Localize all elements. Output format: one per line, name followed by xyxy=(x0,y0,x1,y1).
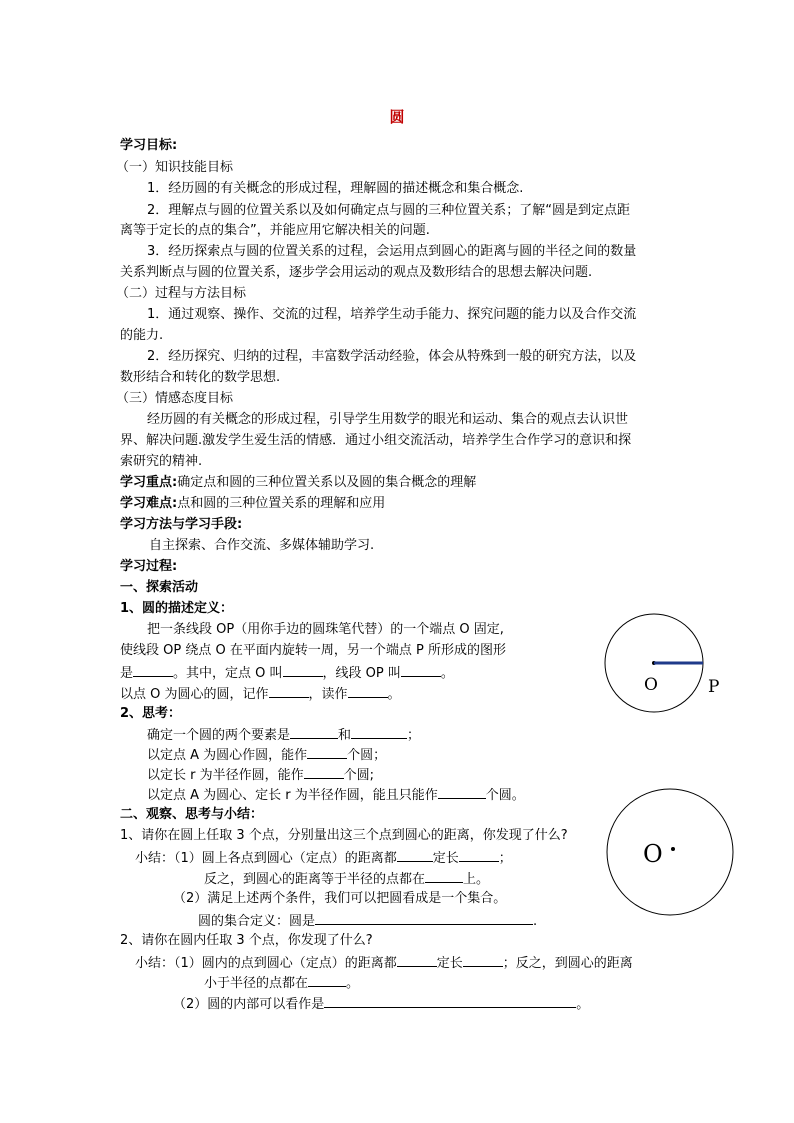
item-one-heading: 1、圆的描述定义： xyxy=(120,601,234,616)
methods-text: 自主探索、合作交流、多媒体辅助学习. xyxy=(149,538,375,553)
goal-paragraph: 2．理解点与圆的位置关系以及如何确定点与圆的三种位置关系；了解“圆是到定点距 xyxy=(147,203,631,218)
answer-blank[interactable] xyxy=(425,868,463,883)
question-two: 2、请你在圆内任取 3 个点，你发现了什么? xyxy=(120,933,373,948)
circle-figure-center xyxy=(606,787,734,919)
answer-blank[interactable] xyxy=(324,993,576,1008)
difficulty-label: 学习难点: xyxy=(120,496,178,511)
part-two-heading: 二、观察、思考与小结： xyxy=(120,807,264,822)
goal-paragraph: 经历圆的有关概念的形成过程，引导学生用数学的眼光和运动、集合的观点去认识世 xyxy=(147,412,629,427)
answer-blank[interactable] xyxy=(283,662,323,677)
answer-blank[interactable] xyxy=(463,952,503,967)
summary-line: （2）满足上述两个条件，我们可以把圆看成是一个集合。 xyxy=(173,891,507,906)
answer-blank[interactable] xyxy=(459,847,499,862)
circle-outline xyxy=(607,789,733,915)
answer-blank[interactable] xyxy=(397,847,433,862)
goal-paragraph: 1．通过观察、操作、交流的过程，培养学生动手能力、探究问题的能力以及合作交流 xyxy=(147,307,637,322)
endpoint-label: P xyxy=(708,677,720,697)
difficulty-line xyxy=(120,494,385,514)
answer-blank[interactable] xyxy=(304,764,344,779)
definition-line: 把一条线段 OP（用你手边的圆珠笔代替）的一个端点 O 固定, xyxy=(147,622,504,637)
center-label: O xyxy=(644,675,658,695)
answer-blank[interactable] xyxy=(307,744,347,759)
section-knowledge: （一）知识技能目标 xyxy=(116,160,234,175)
process-heading: 学习过程: xyxy=(120,559,178,574)
definition-fill-line: 是 。其中，定点 O 叫 ，线段 OP 叫 。 xyxy=(120,662,454,684)
goals-heading: 学习目标: xyxy=(120,138,178,153)
answer-blank[interactable] xyxy=(290,724,338,739)
summary-line: 小结：（1）圆内的点到圆心（定点）的距离都 定长 ；反之，到圆心的距离 xyxy=(135,952,633,974)
definition-line: 使线段 OP 绕点 O 在平面内旋转一周，另一个端点 P 所形成的图形 xyxy=(120,643,506,658)
center-label: O xyxy=(643,840,663,868)
section-attitude: （三）情感态度目标 xyxy=(116,391,234,406)
goal-paragraph: 界、解决问题.激发学生爱生活的情感．通过小组交流活动，培养学生合作学习的意识和探 xyxy=(120,433,632,448)
focus-label: 学习重点: xyxy=(120,475,178,490)
think-line: 以定点 A 为圆心作圆，能作 个圆； xyxy=(147,744,386,766)
question-one: 1、请你在圆上任取 3 个点，分别量出这三个点到圆心的距离，你发现了什么? xyxy=(120,828,568,843)
goal-paragraph: 1．经历圆的有关概念的形成过程，理解圆的描述概念和集合概念. xyxy=(147,181,524,196)
circle-figure-radius xyxy=(600,612,730,718)
definition-fill-line: 以点 O 为圆心的圆，记作 ，读作 。 xyxy=(120,683,401,705)
answer-blank[interactable] xyxy=(133,662,173,677)
summary-line: 小结：（1）圆上各点到圆心（定点）的距离都 定长 ； xyxy=(135,847,512,869)
think-line: 以定长 r 为半径作圆，能作 个圆; xyxy=(147,764,374,786)
think-line: 确定一个圆的两个要素是 和 ； xyxy=(147,724,420,746)
part-one-heading: 一、探索活动 xyxy=(120,580,199,595)
summary-line: （2）圆的内部可以看作是 。 xyxy=(173,993,589,1015)
think-line: 以定点 A 为圆心、定长 r 为半径作圆，能且只能作 个圆。 xyxy=(147,784,525,806)
section-process: （二）过程与方法目标 xyxy=(116,286,247,301)
focus-line xyxy=(120,473,476,493)
answer-blank[interactable] xyxy=(308,972,346,987)
goal-paragraph: 离等于定长的点的集合”，并能应用它解决相关的问题. xyxy=(120,223,430,238)
goal-paragraph: 关系判断点与圆的位置关系，逐步学会用运动的观点及数形结合的思想去解决问题. xyxy=(120,265,593,280)
focus-text: 确定点和圆的三种位置关系以及圆的集合概念的理解 xyxy=(177,475,477,490)
summary-line: 圆的集合定义：圆是 . xyxy=(198,910,537,932)
page-title: 圆 xyxy=(389,108,405,126)
answer-blank[interactable] xyxy=(315,910,533,925)
summary-line: 反之，到圆心的距离等于半径的点都在 上。 xyxy=(204,868,489,890)
goal-paragraph: 3．经历探索点与圆的位置关系的过程，会运用点到圆心的距离与圆的半径之间的数量 xyxy=(147,244,637,259)
goal-paragraph: 索研究的精神. xyxy=(120,454,203,469)
goal-paragraph: 2．经历探究、归纳的过程，丰富数学活动经验，体会从特殊到一般的研究方法，以及 xyxy=(147,349,637,364)
summary-line: 小于半径的点都在 。 xyxy=(204,972,359,994)
goal-paragraph: 的能力. xyxy=(120,328,164,343)
answer-blank[interactable] xyxy=(438,784,486,799)
methods-label: 学习方法与学习手段: xyxy=(120,517,243,532)
goal-paragraph: 数形结合和转化的数学思想. xyxy=(120,370,281,385)
answer-blank[interactable] xyxy=(351,724,407,739)
answer-blank[interactable] xyxy=(397,952,437,967)
answer-blank[interactable] xyxy=(269,683,309,698)
answer-blank[interactable] xyxy=(348,683,388,698)
difficulty-text: 点和圆的三种位置关系的理解和应用 xyxy=(177,496,386,511)
item-two-heading: 2、思考： xyxy=(120,706,182,721)
center-point xyxy=(671,847,675,851)
answer-blank[interactable] xyxy=(401,662,441,677)
